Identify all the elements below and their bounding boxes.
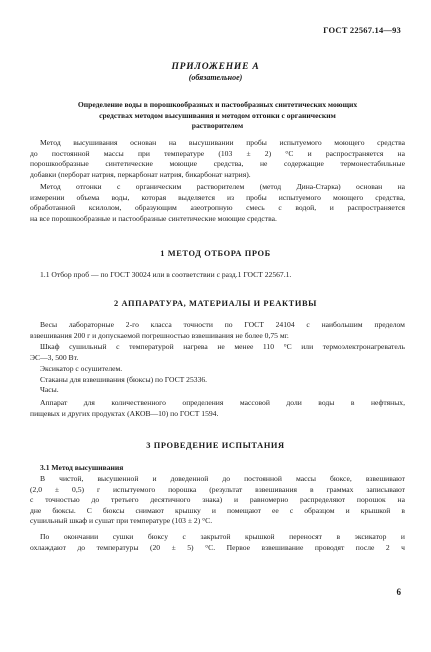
- paragraph-line: Стаканы для взвешивания (бюксы) по ГОСТ 25336.: [40, 374, 208, 384]
- paragraph-line: измерении объема воды, которая выделяется из пробы испытуемого моющего средства,: [30, 192, 405, 202]
- paragraph-line: Метод высушивания основан на высушивании пробы испытуемого моющего средства: [40, 138, 405, 147]
- subsection-title: 3.1 Метод высушивания: [40, 463, 124, 472]
- paragraph-line: Весы лабораторные 2-го класса точности по ГОСТ 24104 с наибольшим пределом: [40, 320, 405, 329]
- appendix-subtitle: (обязательное): [188, 73, 243, 82]
- paragraph-line: обработанной ксилолом, образующим азеотропную смесь с водой, и распространяется: [30, 203, 405, 213]
- title-line: растворителем: [191, 121, 244, 131]
- paragraph-line: Эксикатор с осушителем.: [40, 364, 123, 373]
- section-3-paragraph-2: [30, 532, 405, 553]
- paragraph-line: на все порошкообразные и пастообразные синтетические моющие средства.: [30, 213, 277, 223]
- appendix-title: ПРИЛОЖЕНИЕ А: [171, 62, 260, 72]
- intro-paragraph-distillation: [30, 182, 405, 224]
- paragraph-line: до постоянной массы при температуре (103 ± 2) °С и распространяется на: [30, 148, 405, 158]
- title-line: средствах методом высушивания и методом отгонки с органическим: [99, 110, 336, 120]
- section-2-oven: [30, 342, 405, 363]
- paragraph-line: с точностью до третьего десятичного знака) и равномерно распределяют порошок на: [30, 495, 405, 505]
- page-number: 6: [396, 587, 401, 597]
- paragraph-line: сушильный шкаф и сушат при температуре (103 ± 2) °С.: [30, 516, 213, 526]
- paragraph-line: ЭС—3, 500 Вт.: [30, 352, 79, 362]
- section-1-text: [30, 270, 405, 281]
- paragraph-line: дне бюксы. С бюксы снимают крышку и помещают ее с образцом и крышкой в: [30, 505, 405, 515]
- section-2-heading: 2 АППАРАТУРА, МАТЕРИАЛЫ И РЕАКТИВЫ: [114, 299, 317, 308]
- document-standard-id: ГОСТ 22567.14—93: [323, 25, 401, 35]
- paragraph-line: взвешивания 200 г и допускаемой погрешностью взвешивания не более 0,75 мг.: [30, 330, 289, 340]
- section-2-scales: [30, 320, 405, 341]
- title-line: Определение воды в порошкообразных и пастообразных синтетических моющих: [77, 100, 358, 109]
- section-1-heading: 1 МЕТОД ОТБОРА ПРОБ: [160, 249, 271, 258]
- paragraph-line: охлаждают до температуры (20 ± 5) °С. Первое взвешивание проводят после 2 ч: [30, 542, 405, 552]
- section-2-apparatus: [30, 398, 405, 419]
- paragraph-line: Аппарат для количественного определения массовой доли воды в нефтяных,: [40, 398, 405, 407]
- paragraph-line: По окончании сушки бюксу с закрытой крышкой переносят в эксикатор и: [40, 532, 405, 541]
- paragraph-line: Часы.: [40, 385, 59, 395]
- paragraph-line: добавки (перборат натрия, перкарбонат натрия, бикарбонат натрия).: [30, 169, 251, 179]
- section-2-list: [30, 364, 405, 396]
- document-title: [30, 100, 405, 132]
- section-3-heading: 3 ПРОВЕДЕНИЕ ИСПЫТАНИЯ: [146, 441, 285, 450]
- paragraph-line: (2,0 ± 0,5) г испытуемого порошка (результат взвешивания в граммах записывают: [30, 484, 405, 494]
- section-3-subheading: [30, 463, 405, 474]
- paragraph-line: Метод отгонки с органическим растворителем (метод Дина-Старка) основан на: [40, 182, 405, 191]
- paragraph-line: Шкаф сушильный с температурой нагрева не менее 110 °С или термоэлектронагреватель: [40, 342, 405, 351]
- paragraph-line: пищевых и других продуктах (АКОВ—10) по ГОСТ 1594.: [30, 408, 219, 418]
- section-3-paragraph-1: [30, 474, 405, 527]
- paragraph-line: В чистой, высушенной и доведенной до постоянной массы бюксе, взвешивают: [40, 474, 405, 483]
- paragraph-line: порошкообразные синтетические моющие средства, не содержащие термонестабильные: [30, 159, 405, 169]
- paragraph-line: 1.1 Отбор проб — по ГОСТ 30024 или в соответствии с разд.1 ГОСТ 22567.1.: [40, 270, 292, 279]
- intro-paragraph-drying: [30, 138, 405, 180]
